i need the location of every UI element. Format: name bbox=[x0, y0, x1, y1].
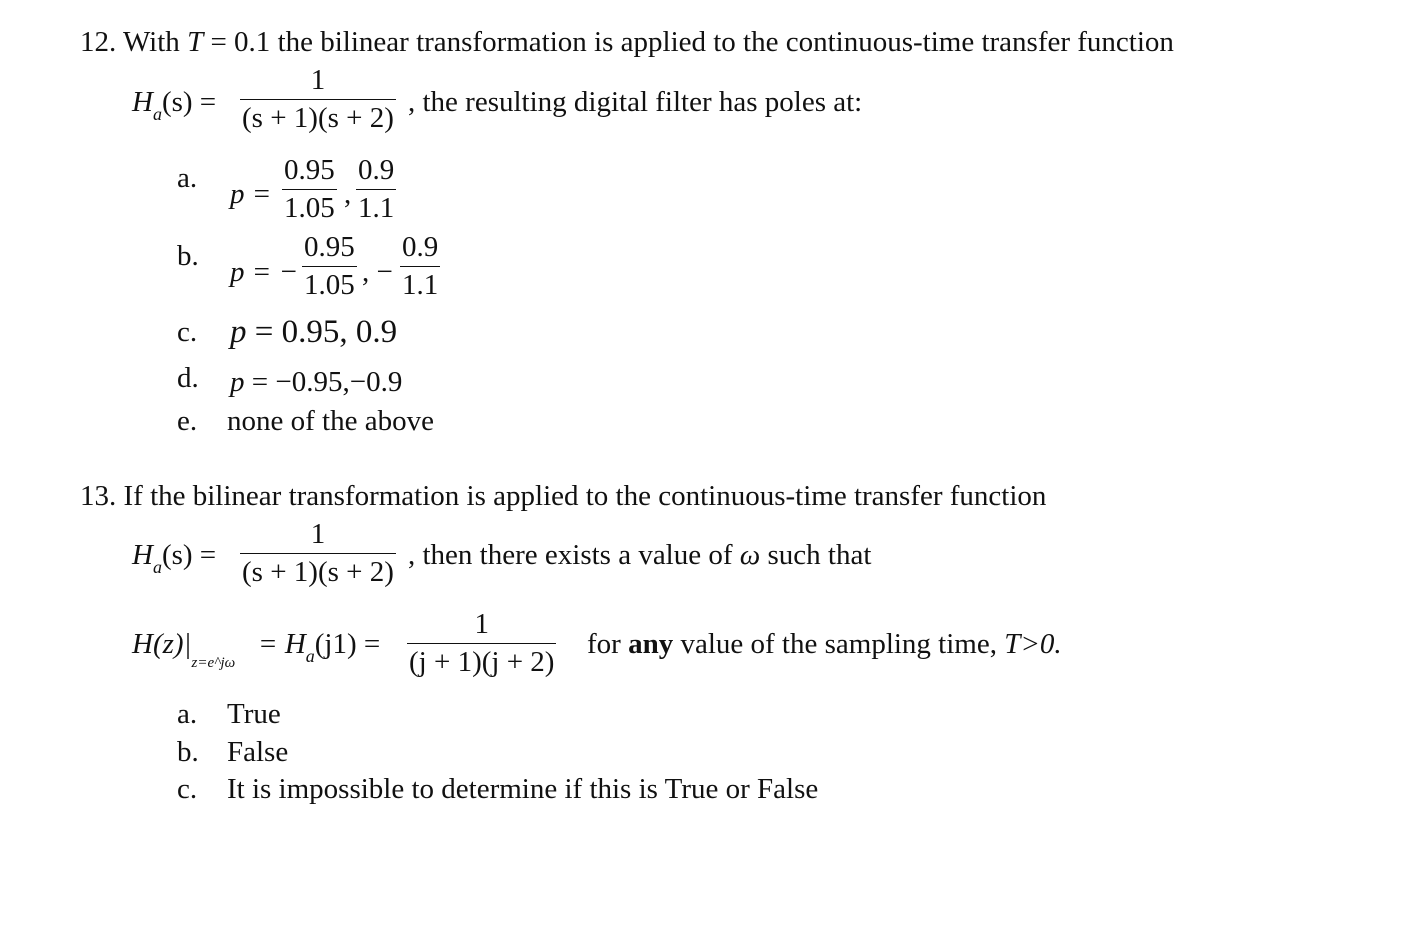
q12-transfer-lhs: $H_a(s)$ = bbox=[132, 86, 217, 124]
q13-eq-fraction: 1 (j + 1)(j + 2) bbox=[409, 608, 555, 678]
q13-option-a-text: True bbox=[227, 698, 281, 730]
q12-option-a-frac1: 0.95 1.05 bbox=[284, 154, 335, 224]
document-page: 12. With T = 0.1 the bilinear transformation is applied to the continuous-time transfer function $H_a(s)$ = 1 (s + 1)(s + 2) , the resulting digital filter has poles at: a. p = 0.95 1.05 , 0.9 1.1 b. p = − 0.95 1.05 , − 0.9 1.1 c. p = 0.95, 0.9 d. p = −0.95,−0.9 e. none of the above 13. If the bilinear transformation is applied to the continuous-time transfer function $H_a(s)$ = 1 (s + 1)(s + 2) , then there exists a value of ω such that $H(z)|_{z=e\^{}j\omega}$ = $H_a(j1)$ = 1 (j + 1)(j + 2) for any value of the sampling time, T>0. a. True b. False c. It is impossible to determine if this is True or False bbox=[80, 26, 1174, 805]
q12-option-a-letter: a. bbox=[177, 162, 198, 194]
q12-option-b-p: p = − bbox=[230, 256, 299, 288]
q12-option-b-frac1: 0.95 1.05 bbox=[304, 231, 355, 301]
q13-option-a-letter: a. bbox=[177, 698, 198, 730]
q12-option-b-frac2: 0.9 1.1 bbox=[402, 231, 439, 301]
q12-option-d-letter: d. bbox=[177, 362, 199, 394]
q12-transfer-fraction: 1 (s + 1)(s + 2) bbox=[242, 64, 394, 134]
q12-option-a-p: p = bbox=[230, 178, 272, 210]
q13-option-c-letter: c. bbox=[177, 773, 198, 805]
q13-condition: for any value of the sampling time, T>0. bbox=[587, 628, 1062, 660]
q13-transfer-fraction: 1 (s + 1)(s + 2) bbox=[242, 518, 394, 588]
q12-option-c-letter: c. bbox=[177, 316, 198, 348]
q13-tail: , then there exists a value of ω such that bbox=[408, 539, 872, 571]
q12-tail: , the resulting digital filter has poles at: bbox=[408, 86, 863, 118]
q12-option-c-text: p = 0.95, 0.9 bbox=[230, 314, 398, 350]
q13-option-c-text: It is impossible to determine if this is True or False bbox=[227, 773, 819, 805]
q13-option-b-letter: b. bbox=[177, 736, 199, 768]
omega-symbol: ω bbox=[739, 539, 761, 571]
q12-T-value: = 0.1 bbox=[203, 26, 271, 58]
q13-option-b-text: False bbox=[227, 736, 289, 768]
q12-T-symbol: T bbox=[187, 26, 204, 58]
q13-transfer-lhs: $H_a(s)$ = bbox=[132, 539, 217, 577]
q12-stem bbox=[80, 28, 1174, 57]
q12-option-e-text: none of the above bbox=[227, 405, 434, 437]
q12-prefix: 12. With bbox=[80, 26, 188, 58]
q13-eq-mid: = $H_a(j1)$ = bbox=[258, 628, 381, 666]
q12-suffix: the bilinear transformation is applied to the continuous-time transfer function bbox=[270, 26, 1174, 58]
q12-option-b-letter: b. bbox=[177, 240, 199, 272]
q12-option-e-letter: e. bbox=[177, 405, 198, 437]
q13-stem: 13. If the bilinear transformation is applied to the continuous-time transfer function bbox=[80, 480, 1047, 512]
q12-option-d-text: p = −0.95,−0.9 bbox=[230, 366, 403, 398]
q12-option-a-frac2: 0.9 1.1 bbox=[358, 154, 395, 224]
q13-eq-lhs: $H(z)|_{z=e\^{}j\omega}$ bbox=[132, 628, 236, 671]
